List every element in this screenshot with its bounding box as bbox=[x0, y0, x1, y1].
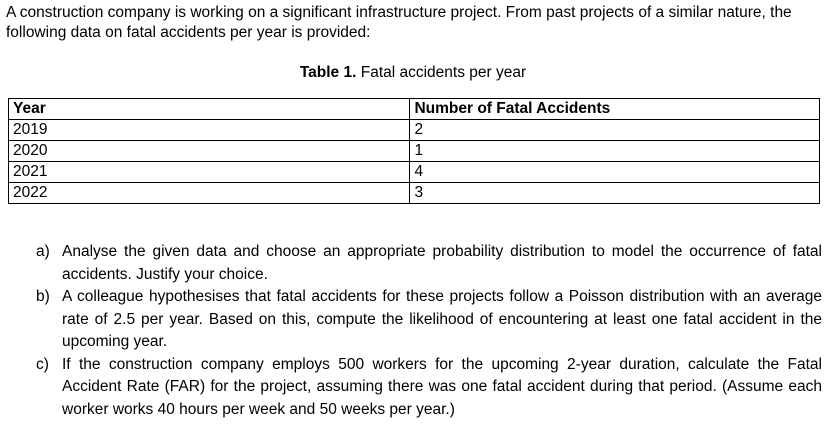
question-list bbox=[36, 241, 822, 421]
question-item-c bbox=[36, 354, 822, 422]
table-caption-label: Table 1. bbox=[299, 64, 357, 81]
question-text: Analyse the given data and choose an appropriate probability distribution to model the occurrence of fatal accidents. Justify your choice. bbox=[62, 243, 822, 283]
table-cell-accidents: 3 bbox=[410, 183, 820, 204]
table-header-row bbox=[9, 99, 820, 120]
table-cell-accidents: 1 bbox=[410, 141, 820, 162]
table-cell-accidents: 2 bbox=[410, 120, 820, 141]
question-text: A colleague hypothesises that fatal accidents for these projects follow a Poisson distribution with an average rate of 2.5 per year. Based on this, compute the likelihood of encountering at least one fatal accident in the upcoming year. bbox=[62, 288, 822, 350]
column-header-year: Year bbox=[9, 99, 410, 120]
question-marker: b) bbox=[36, 288, 50, 305]
question-marker: a) bbox=[36, 243, 50, 260]
table-cell-year: 2022 bbox=[9, 183, 410, 204]
table-row bbox=[9, 162, 820, 183]
table-row bbox=[9, 141, 820, 162]
table-row bbox=[9, 183, 820, 204]
question-marker: c) bbox=[36, 355, 49, 373]
table-cell-accidents: 4 bbox=[410, 162, 820, 183]
table-row bbox=[9, 120, 820, 141]
intro-paragraph: A construction company is working on a significant infrastructure project. From past projects of a similar nature, the following data on fatal accidents per year is provided: bbox=[6, 4, 792, 41]
question-text: If the construction company employs 500 workers for the upcoming 2-year duration, calculate the Fatal Accident Rate (FAR) for the project, assuming there was one fatal accident during that period. (Assume each worker works 40 hours per week and 50 weeks per year.) bbox=[62, 355, 822, 418]
table-cell-year: 2021 bbox=[9, 162, 410, 183]
question-item-b bbox=[36, 286, 822, 354]
column-header-accidents: Number of Fatal Accidents bbox=[410, 99, 820, 120]
table-cell-year: 2020 bbox=[9, 141, 410, 162]
table-caption bbox=[0, 63, 826, 83]
table-cell-year: 2019 bbox=[9, 120, 410, 141]
table-caption-text: Fatal accidents per year bbox=[356, 64, 527, 81]
fatal-accidents-table bbox=[8, 98, 820, 204]
question-item-a bbox=[36, 241, 822, 286]
